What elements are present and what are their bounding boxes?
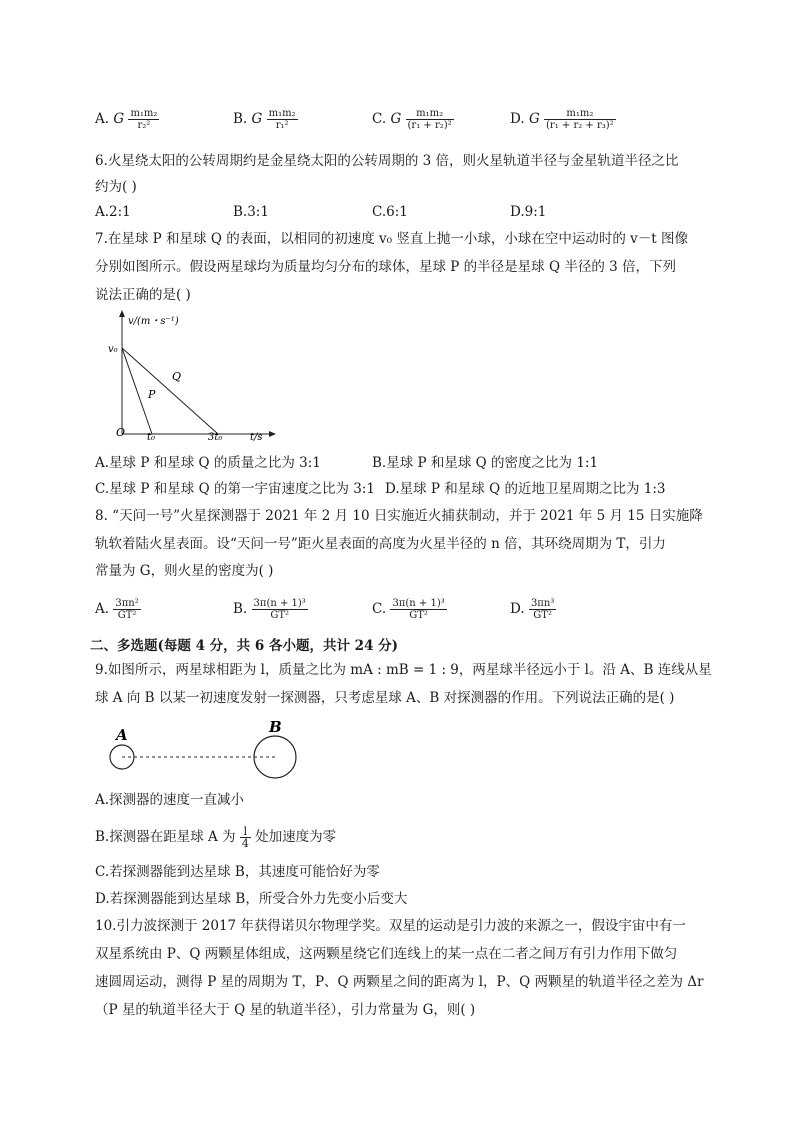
q7-t0-label: t₀ — [147, 432, 156, 443]
q5-option-c: C. G $\frac{\text{m₁m₂}}{\text{(r₁ + r₂)²}}$ — [372, 108, 452, 131]
q7-curve-p-label: P — [148, 388, 156, 401]
q9-label-a: A — [116, 726, 128, 744]
q6-text-line1: 6.火星绕太阳的公转周期约是金星绕太阳的公转周期的 3 倍，则火星轨道半径与金星轨道半径之比 — [95, 153, 679, 169]
q10-text-line2: 双星系统由 P、Q 两颗星体组成，这两颗星绕它们连线上的某一点在二者之间万有引力作用下做匀 — [95, 946, 678, 962]
q9-text-line1: 9.如图所示，两星球相距为 l，质量之比为 mA : mB = 1 : 9，两星球半径远小于 l。沿 A、B 连线从星 — [95, 662, 712, 678]
q7-3t0-label: 3t₀ — [208, 432, 223, 443]
q8-option-d: D. $\frac{\text{3πn³}}{\text{GT²}}$ — [510, 598, 555, 621]
q9-label-b: B — [269, 718, 282, 736]
q7-option-d: D.星球 P 和星球 Q 的近地卫星周期之比为 1:3 — [385, 481, 666, 497]
q7-option-c: C.星球 P 和星球 Q 的第一宇宙速度之比为 3:1 — [95, 481, 375, 497]
q7-x-axis-arrow — [269, 431, 276, 437]
q7-y-axis-arrow — [119, 310, 125, 317]
q10-text-line3: 速圆周运动，测得 P 星的周期为 T，P、Q 两颗星之间的距离为 l，P、Q 两颗星的轨道半径之差为 Δr — [95, 974, 704, 990]
q7-option-a: A.星球 P 和星球 Q 的质量之比为 3:1 — [95, 455, 321, 471]
q7-text-line2: 分别如图所示。假设两星球均为质量均匀分布的球体，星球 P 的半径是星球 Q 半径的 3 倍，下列 — [95, 259, 676, 275]
q7-curve-q-label: Q — [172, 370, 182, 383]
q7-origin-label: O — [116, 426, 126, 439]
q5-option-d: D. G $\frac{\text{m₁m₂}}{\text{(r₁ + r₂ + r₃)²}}$ — [510, 108, 614, 131]
q5-option-a: A. G $\frac{\text{m₁m₂}}{\text{r₂²}}$ — [95, 108, 158, 131]
q5-option-b: B. G $\frac{\text{m₁m₂}}{\text{r₁²}}$ — [233, 108, 296, 131]
q9-option-b: B.探测器在距星球 A 为 $\frac{l}{4}$ 处加速度为零 — [95, 825, 337, 850]
q6-option-c: C.6:1 — [372, 204, 408, 220]
q8-text-line1: 8. “天问一号”火星探测器于 2021 年 2 月 10 日实施近火捕获制动，并于 2021 年 5 月 15 日实施降 — [95, 508, 703, 524]
q7-ylabel: v/(m・s⁻¹) — [128, 316, 179, 327]
q6-option-b: B.3:1 — [233, 204, 269, 220]
q6-option-a: A.2:1 — [95, 204, 131, 220]
q9-text-line2: 球 A 向 B 以某一初速度发射一探测器，只考虑星球 A、B 对探测器的作用。下列说法正确的是( ) — [95, 690, 675, 706]
q7-v0-label: v₀ — [108, 344, 118, 355]
q10-text-line4: （P 星的轨道半径大于 Q 星的轨道半径），引力常量为 G，则( ) — [95, 1002, 476, 1018]
q6-text-line2: 约为( ) — [95, 179, 137, 195]
q9-option-a: A.探测器的速度一直减小 — [95, 792, 245, 808]
q8-text-line3: 常量为 G，则火星的密度为( ) — [95, 563, 274, 579]
q9-option-c: C.若探测器能到达星球 B，其速度可能恰好为零 — [95, 864, 380, 880]
q8-option-a: A. $\frac{\text{3πn²}}{\text{GT²}}$ — [95, 598, 139, 621]
section-multi-choice-heading: 二、多选题(每题 4 分，共 6 各小题，共计 24 分) — [90, 638, 399, 654]
q9-diagram — [100, 716, 310, 782]
q7-line-q — [122, 348, 218, 434]
q7-vt-graph — [100, 308, 280, 443]
q7-text-line3: 说法正确的是( ) — [95, 287, 191, 303]
q9-option-d: D.若探测器能到达星球 B，所受合外力先变小后变大 — [95, 891, 408, 907]
q7-option-b: B.星球 P 和星球 Q 的密度之比为 1:1 — [372, 455, 599, 471]
q8-option-b: B. $\frac{\text{3π(n + 1)³}}{\text{GT²}}$ — [233, 598, 306, 621]
q10-text-line1: 10.引力波探测于 2017 年获得诺贝尔物理学奖。双星的运动是引力波的来源之一，假设宇宙中有一 — [95, 918, 686, 934]
q7-text-line1: 7.在星球 P 和星球 Q 的表面，以相同的初速度 v₀ 竖直上抛一小球，小球在空中运动时的 v－t 图像 — [95, 231, 688, 247]
q8-text-line2: 轨软着陆火星表面。设“天问一号”距火星表面的高度为火星半径的 n 倍，其环绕周期为 T，引力 — [95, 536, 666, 552]
q8-option-c: C. $\frac{\text{3π(n + 1)³}}{\text{GT²}}$ — [372, 598, 445, 621]
q7-xlabel: t/s — [250, 432, 263, 443]
q6-option-d: D.9:1 — [510, 204, 547, 220]
